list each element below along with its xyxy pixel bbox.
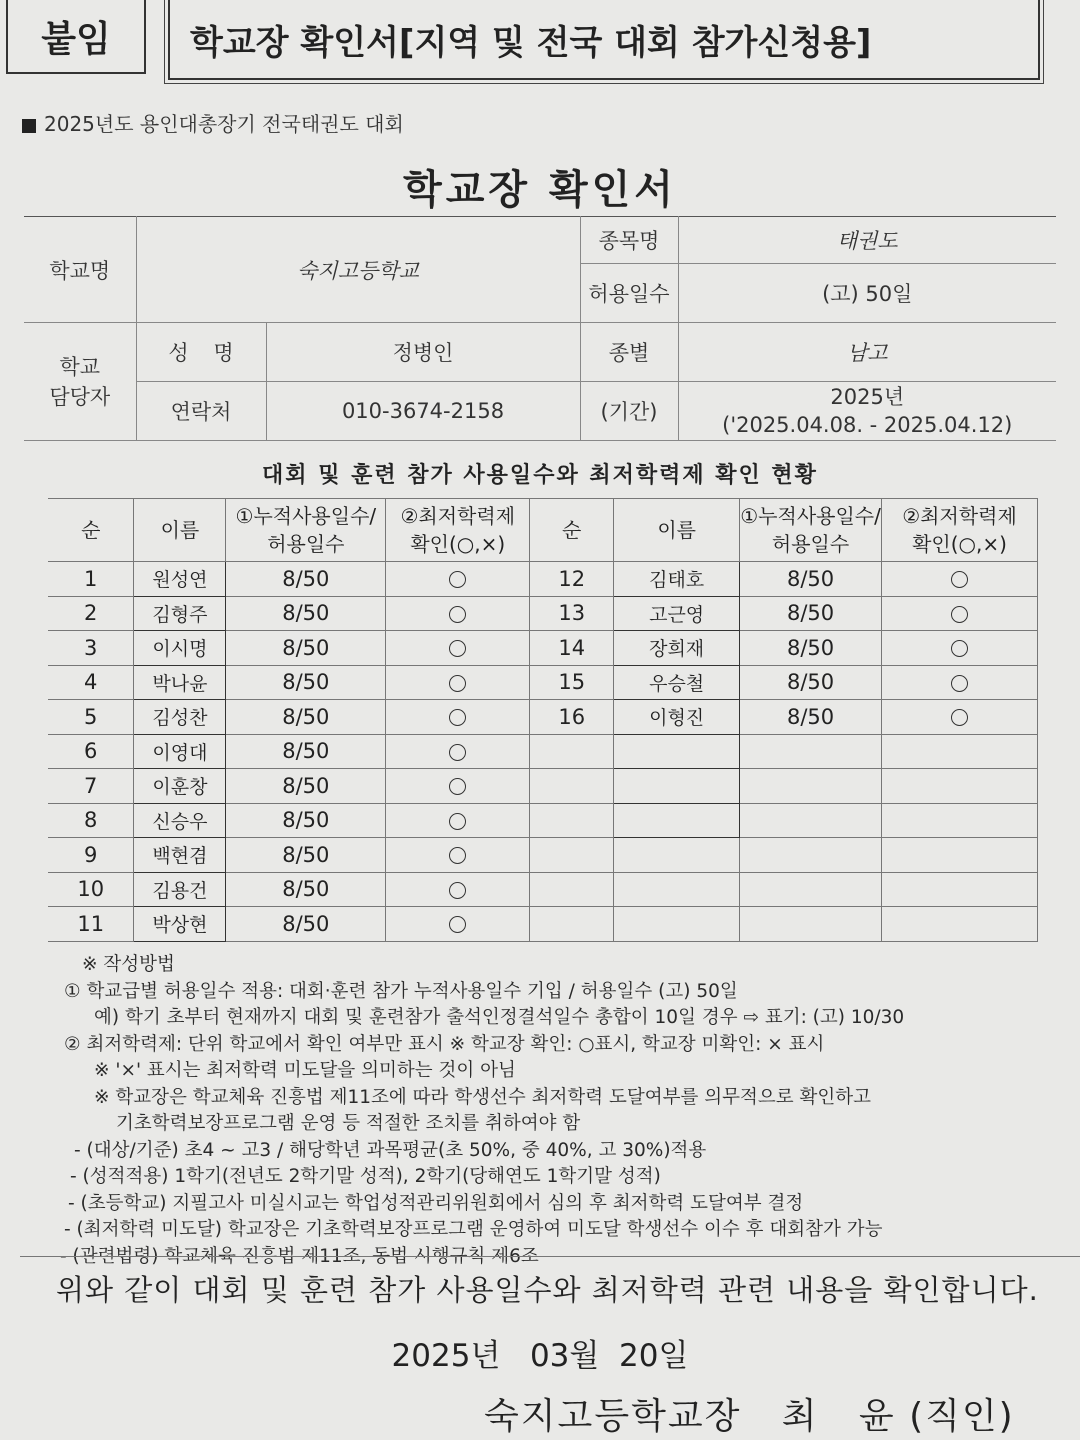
student-name: 원성연 [134, 562, 226, 597]
table-row [48, 562, 1038, 597]
circle-mark-icon [449, 916, 466, 933]
days-used: 8/50 [226, 734, 386, 769]
row-number: 12 [530, 562, 614, 597]
divider [20, 1256, 1080, 1257]
empty-cell [530, 907, 614, 942]
school-info-table [24, 216, 1056, 441]
min-academic-check [386, 700, 530, 735]
student-name: 이시명 [134, 631, 226, 666]
header-days [226, 499, 386, 562]
manager-label: 학교 담당자 [24, 323, 136, 441]
notes-heading: ※ 작성방법 [82, 954, 175, 975]
row-number: 2 [48, 596, 134, 631]
header-days-right-line1: ①누적사용일수/ [740, 504, 881, 528]
note-line: ① 학교급별 허용일수 적용: 대회·훈련 참가 누적사용일수 기입 / 허용일수 (고) 50일 [64, 980, 738, 1002]
empty-cell [614, 838, 740, 873]
note-line: - (최저학력 미도달) 학교장은 기초학력보장프로그램 운영하여 미도달 학생선수 이수 후 대회참가 가능 [64, 1219, 883, 1240]
row-number: 6 [48, 734, 134, 769]
circle-mark-icon [951, 606, 968, 623]
days-used: 8/50 [226, 596, 386, 631]
empty-cell [740, 838, 882, 873]
empty-cell [530, 838, 614, 873]
circle-mark-icon [449, 882, 466, 899]
min-academic-check [386, 596, 530, 631]
empty-cell [530, 803, 614, 838]
circle-mark-icon [449, 640, 466, 657]
empty-cell [740, 734, 882, 769]
empty-cell [614, 769, 740, 804]
header-days-line2: 허용일수 [267, 532, 345, 556]
min-academic-check [882, 631, 1038, 666]
days-used: 8/50 [226, 700, 386, 735]
days-used: 8/50 [226, 562, 386, 597]
section-title: 대회 및 훈련 참가 사용일수와 최저학력제 확인 현황 [262, 463, 818, 488]
empty-cell [614, 872, 740, 907]
period-year: 2025년 [830, 385, 905, 409]
empty-cell [740, 907, 882, 942]
header-name: 이름 [134, 499, 226, 562]
days-used: 8/50 [226, 665, 386, 700]
header-min-right-line2: 확인(○,×) [912, 532, 1007, 556]
row-number: 15 [530, 665, 614, 700]
days-used: 8/50 [740, 700, 882, 735]
empty-cell [882, 872, 1038, 907]
row-number: 9 [48, 838, 134, 873]
header-days-line1: ①누적사용일수/ [235, 504, 377, 528]
days-used: 8/50 [740, 631, 882, 666]
empty-cell [740, 872, 882, 907]
min-academic-check [386, 734, 530, 769]
student-name: 고근영 [614, 596, 740, 631]
empty-cell [530, 769, 614, 804]
circle-mark-icon [449, 778, 466, 795]
circle-mark-icon [449, 675, 466, 692]
period-label: (기간) [580, 382, 678, 441]
sport-value: 태권도 [678, 217, 1056, 264]
table-row [48, 838, 1038, 873]
document-title: 학교장 확인서 [403, 167, 677, 213]
confirmation-statement: 위와 같이 대회 및 훈련 참가 사용일수와 최저학력 관련 내용을 확인합니다. [56, 1273, 1039, 1307]
allowed-days-value: (고) 50일 [678, 264, 1056, 323]
empty-cell [882, 907, 1038, 942]
sport-label: 종목명 [580, 217, 678, 264]
manager-name-value: 정병인 [266, 323, 580, 382]
student-name: 김용건 [134, 872, 226, 907]
table-row [48, 872, 1038, 907]
document-date: 2025년 03월 20일 [391, 1338, 689, 1374]
row-number: 8 [48, 803, 134, 838]
school-label: 학교명 [24, 217, 136, 323]
student-name: 이훈창 [134, 769, 226, 804]
student-name: 이형진 [614, 700, 740, 735]
min-academic-check [386, 872, 530, 907]
empty-cell [882, 769, 1038, 804]
note-line: - (관련법령) 학교체육 진흥법 제11조, 동법 시행규칙 제6조 [60, 1245, 539, 1267]
table-row [48, 596, 1038, 631]
days-used: 8/50 [226, 838, 386, 873]
empty-cell [530, 734, 614, 769]
min-academic-check [882, 562, 1038, 597]
contact-label: 연락처 [136, 382, 266, 441]
student-name: 박나윤 [134, 665, 226, 700]
row-number: 4 [48, 665, 134, 700]
days-used: 8/50 [740, 665, 882, 700]
header-min [386, 499, 530, 562]
student-name: 김태호 [614, 562, 740, 597]
row-number: 10 [48, 872, 134, 907]
row-number: 7 [48, 769, 134, 804]
student-name: 김형주 [134, 596, 226, 631]
bullet-square-icon [22, 119, 36, 133]
circle-mark-icon [951, 675, 968, 692]
days-used: 8/50 [226, 803, 386, 838]
min-academic-check [882, 665, 1038, 700]
days-used: 8/50 [740, 596, 882, 631]
circle-mark-icon [449, 813, 466, 830]
student-name: 박상현 [134, 907, 226, 942]
student-name: 신승우 [134, 803, 226, 838]
table-row [48, 734, 1038, 769]
event-name [22, 108, 404, 137]
min-academic-check [386, 665, 530, 700]
empty-cell [614, 803, 740, 838]
min-academic-check [386, 803, 530, 838]
empty-cell [882, 838, 1038, 873]
min-academic-check [882, 596, 1038, 631]
header-min-right-line1: ②최저학력제 [902, 504, 1017, 528]
empty-cell [614, 734, 740, 769]
category-label: 종별 [580, 323, 678, 382]
header-no-right: 순 [530, 499, 614, 562]
circle-mark-icon [449, 744, 466, 761]
period-value [678, 382, 1056, 441]
contact-value: 010-3674-2158 [266, 382, 580, 441]
row-number: 5 [48, 700, 134, 735]
note-line: 기초학력보장프로그램 운영 등 적절한 조치를 취하여야 함 [116, 1113, 581, 1134]
empty-cell [530, 872, 614, 907]
note-line: ※ '×' 표시는 최저학력 미도달을 의미하는 것이 아님 [94, 1060, 516, 1081]
row-number: 16 [530, 700, 614, 735]
row-number: 11 [48, 907, 134, 942]
roster-table [48, 498, 1038, 942]
min-academic-check [386, 907, 530, 942]
min-academic-check [386, 631, 530, 666]
circle-mark-icon [951, 709, 968, 726]
table-row [48, 769, 1038, 804]
roster-header-row [48, 499, 1038, 562]
header-min-line2: 확인(○,×) [410, 532, 506, 556]
min-academic-check [386, 562, 530, 597]
student-name: 이영대 [134, 734, 226, 769]
category-value: 남고 [678, 323, 1056, 382]
header-min-right [882, 499, 1038, 562]
circle-mark-icon [449, 606, 466, 623]
circle-mark-icon [449, 847, 466, 864]
circle-mark-icon [951, 571, 968, 588]
days-used: 8/50 [226, 631, 386, 666]
empty-cell [740, 803, 882, 838]
manager-name-label: 성 명 [136, 323, 266, 382]
header-days-right-line2: 허용일수 [771, 532, 850, 556]
table-row [48, 631, 1038, 666]
empty-cell [882, 734, 1038, 769]
student-name: 김성찬 [134, 700, 226, 735]
principal-signature: 숙지고등학교장 최 윤 (직인) [484, 1396, 1015, 1437]
student-name: 백현겸 [134, 838, 226, 873]
note-line: 예) 학기 초부터 현재까지 대회 및 훈련참가 출석인정결석일수 총합이 10일 경우 ⇨ 표기: (고) 10/30 [94, 1007, 905, 1028]
header-min-line1: ②최저학력제 [400, 504, 516, 528]
min-academic-check [386, 769, 530, 804]
header-days-right [740, 499, 882, 562]
days-used: 8/50 [740, 562, 882, 597]
attachment-badge: 붙임 [6, 0, 146, 74]
student-name: 장희재 [614, 631, 740, 666]
empty-cell [882, 803, 1038, 838]
period-range: ('2025.04.08. - 2025.04.12) [722, 413, 1013, 437]
note-line: ※ 학교장은 학교체육 진흥법 제11조에 따라 학생선수 최저학력 도달여부를 의무적으로 확인하고 [94, 1086, 871, 1108]
school-value: 숙지고등학교 [136, 217, 580, 323]
table-row [48, 803, 1038, 838]
table-row [48, 700, 1038, 735]
header-no: 순 [48, 499, 134, 562]
empty-cell [614, 907, 740, 942]
table-row [48, 665, 1038, 700]
note-line: - (초등학교) 지필고사 미실시교는 학업성적관리위원회에서 심의 후 최저학력 도달여부 결정 [68, 1192, 804, 1214]
days-used: 8/50 [226, 872, 386, 907]
note-line: - (대상/기준) 초4 ~ 고3 / 해당학년 과목평균(초 50%, 중 40%, 고 30%)적용 [74, 1139, 707, 1161]
note-line: - (성적적용) 1학기(전년도 2학기말 성적), 2학기(당해연도 1학기말 성적) [70, 1166, 661, 1187]
empty-cell [740, 769, 882, 804]
min-academic-check [882, 700, 1038, 735]
student-name: 우승철 [614, 665, 740, 700]
note-line: ② 최저학력제: 단위 학교에서 확인 여부만 표시 ※ 학교장 확인: ○표시, 학교장 미확인: × 표시 [64, 1033, 825, 1055]
circle-mark-icon [449, 571, 466, 588]
circle-mark-icon [951, 640, 968, 657]
row-number: 13 [530, 596, 614, 631]
instructions [60, 952, 1054, 1270]
min-academic-check [386, 838, 530, 873]
table-row [48, 907, 1038, 942]
row-number: 14 [530, 631, 614, 666]
days-used: 8/50 [226, 907, 386, 942]
form-title: 학교장 확인서[지역 및 전국 대회 참가신청용] [168, 0, 1040, 80]
circle-mark-icon [449, 709, 466, 726]
event-name-text: 2025년도 용인대총장기 전국태권도 대회 [44, 112, 404, 136]
header-name-right: 이름 [614, 499, 740, 562]
allowed-days-label: 허용일수 [580, 264, 678, 323]
row-number: 1 [48, 562, 134, 597]
row-number: 3 [48, 631, 134, 666]
days-used: 8/50 [226, 769, 386, 804]
